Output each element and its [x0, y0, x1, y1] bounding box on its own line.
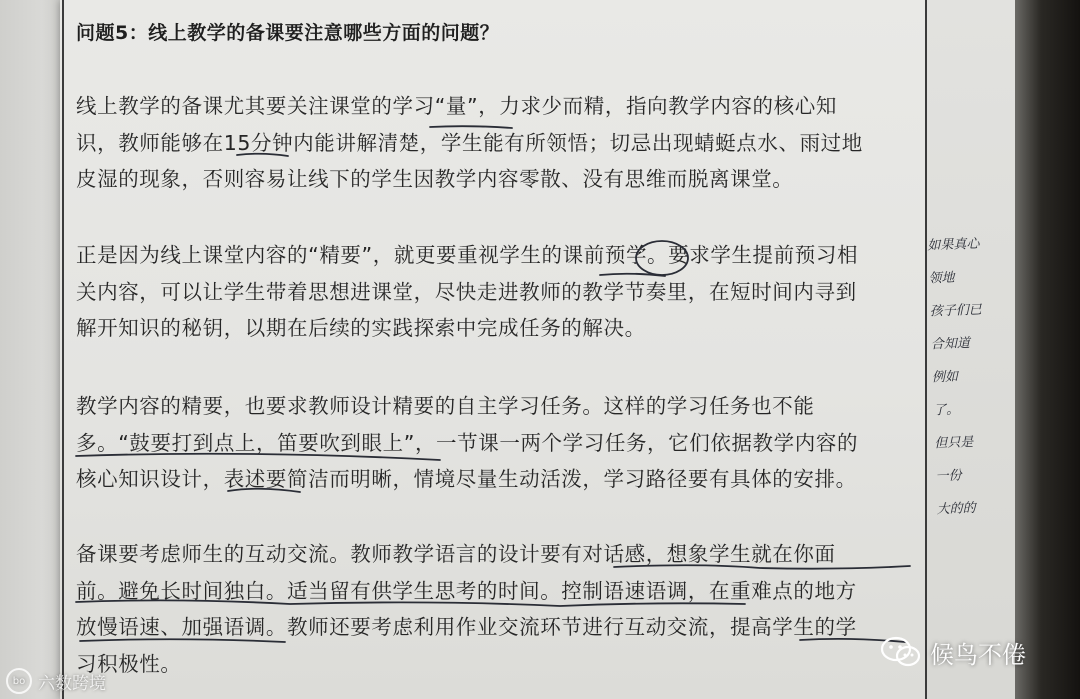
note-line: 一份	[935, 468, 962, 485]
note-line: 但只是	[934, 434, 974, 452]
table-border-left	[62, 0, 64, 699]
watermark-logo-icon: bo	[6, 668, 32, 694]
note-line: 孩子们已	[929, 302, 982, 320]
note-line: 领地	[928, 270, 955, 287]
paragraph-line: 识，教师能够在15分钟内能讲解清楚，学生能有所领悟；切忌出现蜻蜓点水、雨过地	[76, 130, 863, 155]
note-line: 如果真心	[927, 236, 980, 254]
note-line: 合知道	[930, 336, 971, 353]
note-line: 大的的	[936, 500, 976, 518]
paragraph-line: 线上教学的备课尤其要关注课堂的学习“量”，力求少而精，指向教学内容的核心知	[76, 94, 837, 118]
watermark-right-text: 候鸟不倦	[930, 640, 1026, 669]
paragraph-line: 核心知识设计，表述要简洁而明晰，情境尽量生动活泼，学习路径要有具体的安排。	[76, 467, 857, 491]
paragraph-line: 关内容，可以让学生带着思想进课堂，尽快走进教师的教学节奏里，在短时间内寻到	[76, 279, 857, 304]
paragraph-line: 解开知识的秘钥，以期在后续的实践探索中完成任务的解决。	[76, 316, 646, 340]
watermark-right	[880, 632, 1026, 672]
question-title: 问题5：线上教学的备课要注意哪些方面的问题？	[76, 22, 500, 44]
handwritten-margin-notes	[927, 227, 1017, 527]
watermark-left	[6, 668, 106, 694]
paragraph-line: 教学内容的精要，也要求教师设计精要的自主学习任务。这样的学习任务也不能	[76, 394, 815, 418]
paragraph-line: 放慢语速、加强语调。教师还要考虑利用作业交流环节进行互动交流，提高学生的学	[76, 615, 857, 639]
paragraph-line: 正是因为线上课堂内容的“精要”，就更要重视学生的课前预学。要求学生提前预习相	[76, 243, 859, 267]
wechat-icon	[880, 635, 922, 669]
paragraph-line: 备课要考虑师生的互动交流。教师教学语言的设计要有对话感，想象学生就在你面	[76, 542, 836, 566]
paragraph-line: 多。“鼓要打到点上，笛要吹到眼上”，一节课一两个学习任务，它们依据教学内容的	[76, 430, 859, 455]
note-line: 了。	[932, 402, 960, 419]
paragraph-4	[76, 536, 921, 682]
watermark-left-text: 六数跨境	[38, 673, 106, 694]
background-right-shadow	[1015, 0, 1080, 699]
paragraph-3	[76, 388, 921, 498]
paragraph-line: 前。避免长时间独白。适当留有供学生思考的时间。控制语速语调，在重难点的地方	[76, 578, 857, 603]
paragraph-line: 皮湿的现象，否则容易让线下的学生因教学内容零散、没有思维而脱离课堂。	[76, 167, 794, 191]
paragraph-2	[76, 237, 921, 347]
table-border-right	[925, 0, 927, 699]
note-line: 例如	[931, 369, 959, 386]
paragraph-line: 习积极性。	[76, 651, 182, 676]
paragraph-1	[76, 88, 921, 198]
